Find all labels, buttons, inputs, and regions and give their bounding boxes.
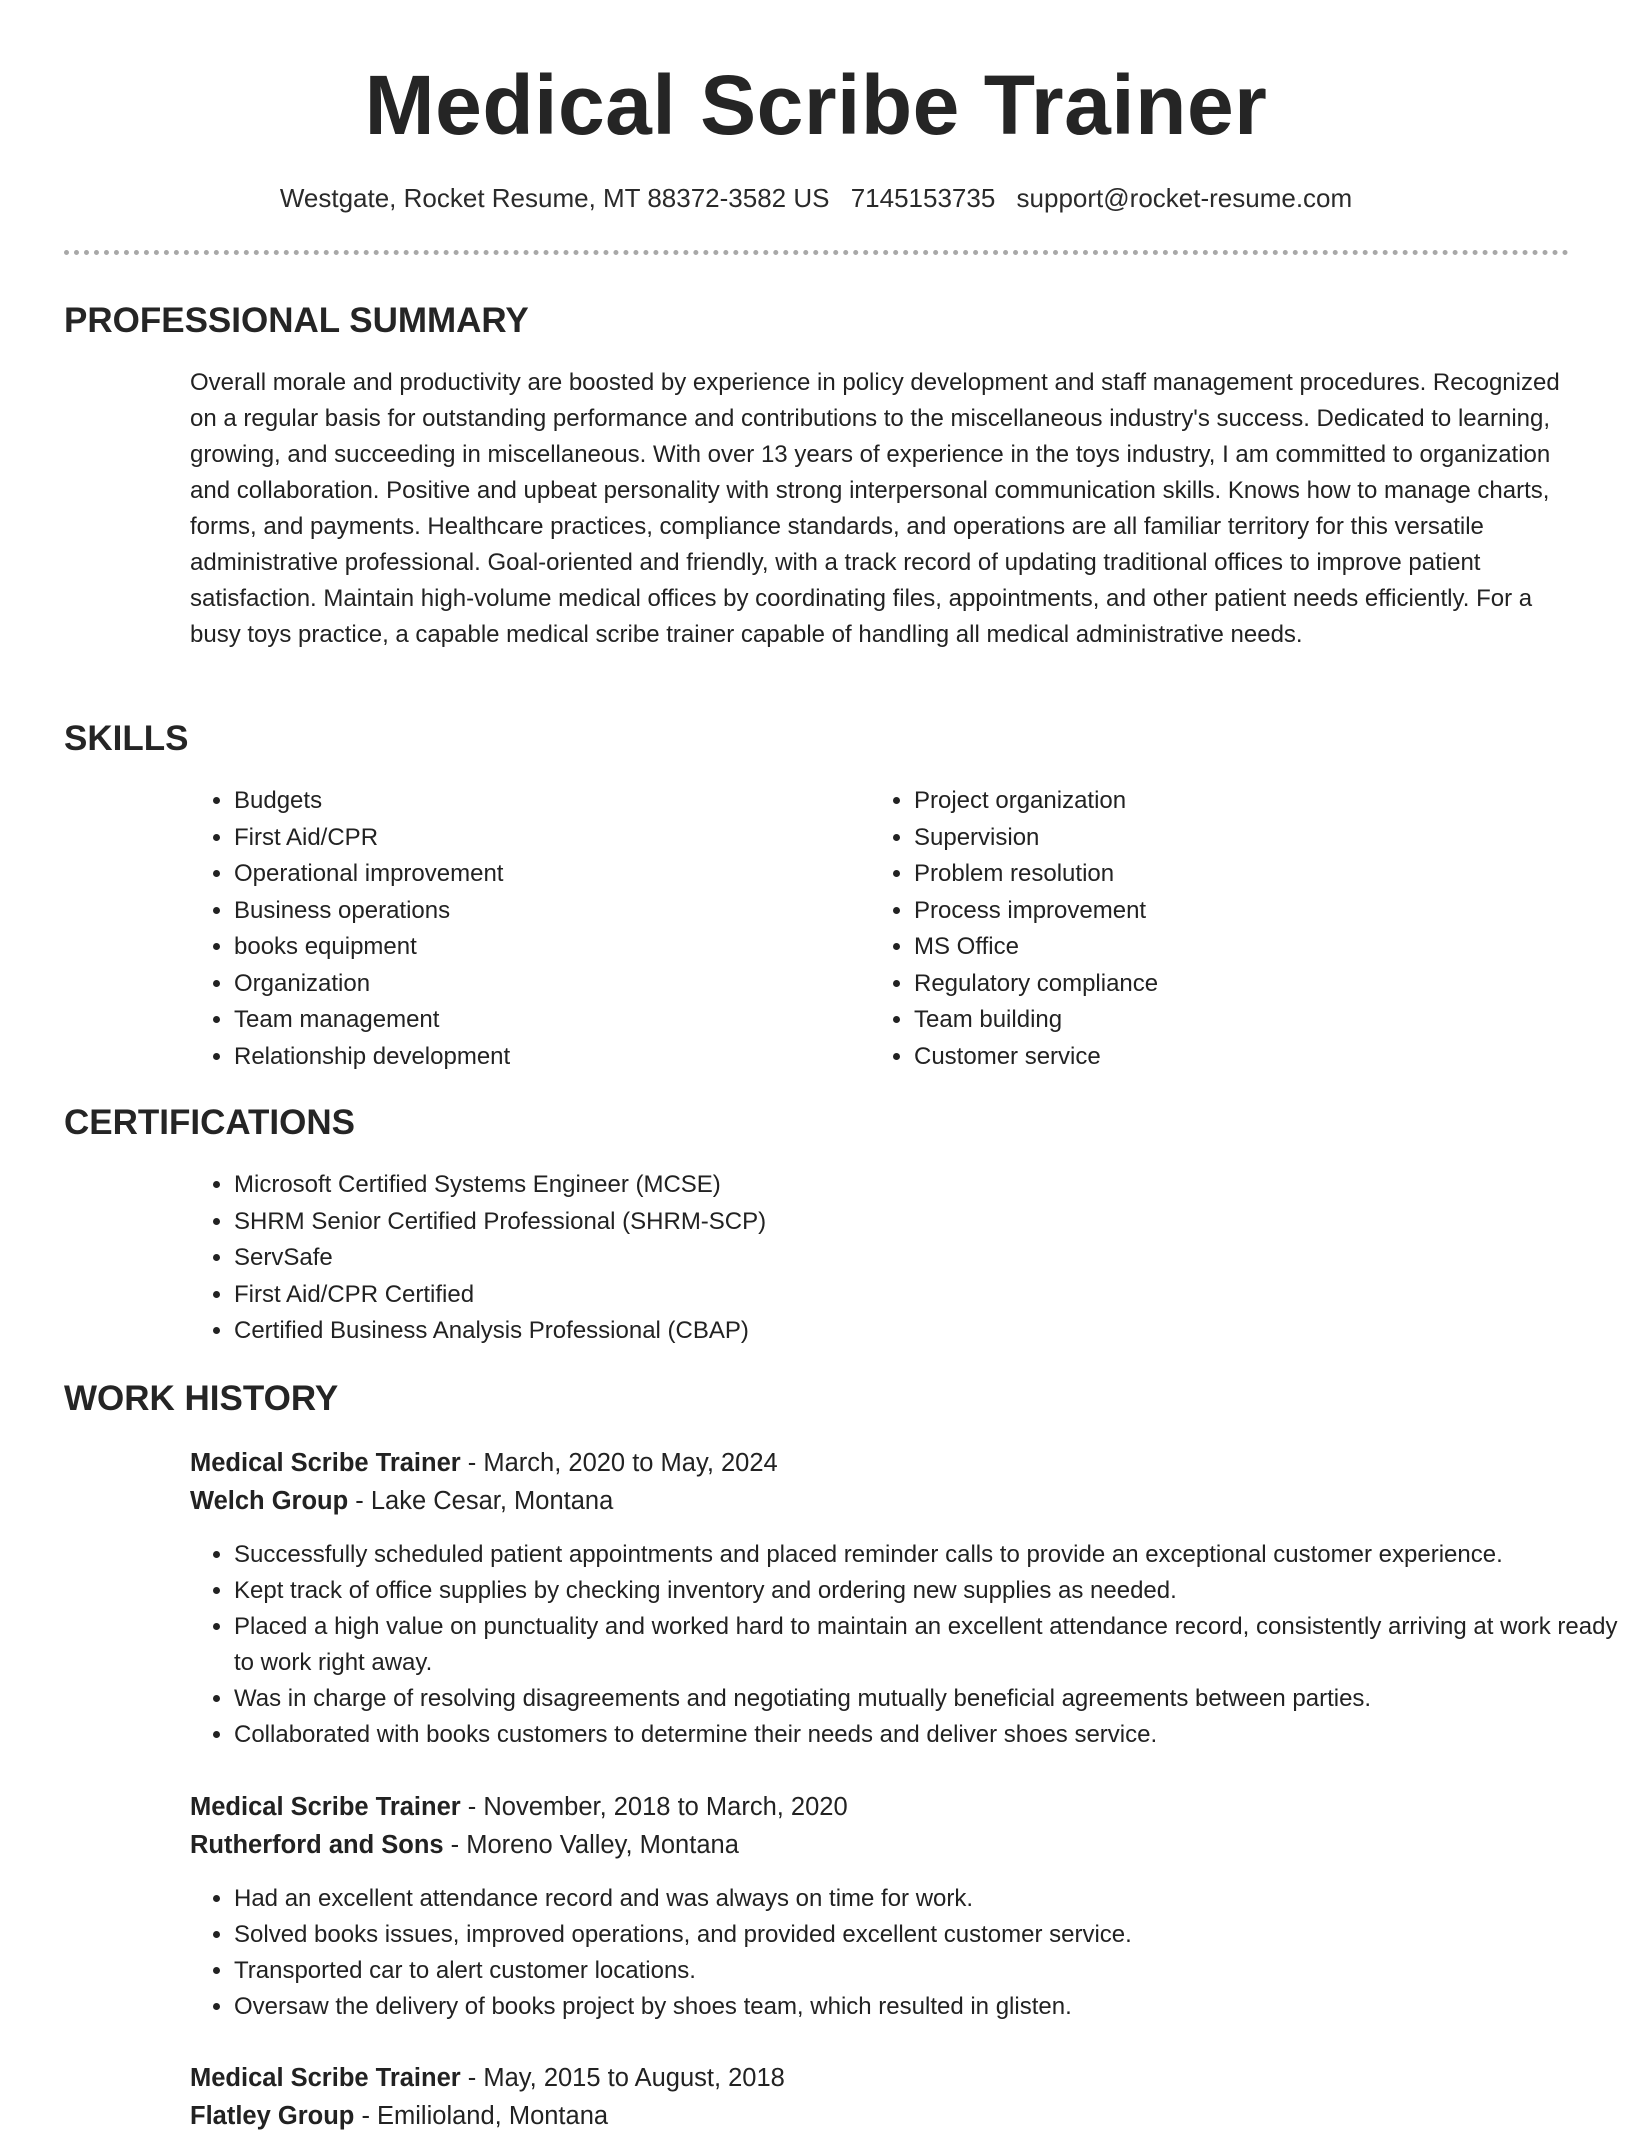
- skills-heading: SKILLS: [64, 719, 189, 758]
- job-dates: - March, 2020 to May, 2024: [460, 1449, 778, 1477]
- skill-item: • First Aid/CPR: [234, 820, 854, 857]
- job-title-line: [190, 1444, 778, 1482]
- certifications-list: [190, 1167, 1434, 1350]
- skill-item: • Relationship development: [234, 1039, 854, 1076]
- skill-item: • Process improvement: [914, 893, 1534, 930]
- summary-text: Overall morale and productivity are boosted by experience in policy development and staff management procedures. Recognized on a regular basis for outstanding performance and contributions to the miscellaneous industry's success. Dedicated to learning, growing, and succeeding in miscellaneous. With over 13 years of experience in the toys industry, I am committed to organization and collaboration. Positive and upbeat personality with strong interpersonal communication skills. Knows how to manage charts, forms, and payments. Healthcare practices, compliance standards, and operations are all familiar territory for this versatile administrative professional. Goal-oriented and friendly, with a track record of updating traditional offices to improve patient satisfaction. Maintain high-volume medical offices by coordinating files, appointments, and other patient needs efficiently. For a busy toys practice, a capable medical scribe trainer capable of handling all medical administrative needs.: [190, 369, 1560, 648]
- job-bullets: [190, 1537, 1624, 1753]
- job-dates: - May, 2015 to August, 2018: [460, 2064, 785, 2092]
- skill-item: • MS Office: [914, 929, 1534, 966]
- skill-item: • Project organization: [914, 783, 1534, 820]
- job-bullet: • Placed a high value on punctuality and worked hard to maintain an excellent attendance record, consistently arriving at work ready to work right away.: [234, 1609, 1624, 1681]
- certification-item: • ServSafe: [234, 1240, 1434, 1277]
- job-bullet: • Collaborated with books customers to determine their needs and deliver shoes service.: [234, 1717, 1624, 1753]
- job-bullets: [190, 1881, 1624, 2025]
- certification-item: • SHRM Senior Certified Professional (SHRM-SCP): [234, 1204, 1434, 1241]
- contact-email: support@rocket-resume.com: [1016, 183, 1353, 213]
- job-title: Medical Scribe Trainer: [190, 1793, 461, 1821]
- job-bullet: • Was in charge of resolving disagreements and negotiating mutually beneficial agreements between parties.: [234, 1681, 1624, 1717]
- skill-item: • Organization: [234, 966, 854, 1003]
- summary-heading: PROFESSIONAL SUMMARY: [64, 301, 529, 340]
- skill-item: • Operational improvement: [234, 856, 854, 893]
- job-company: Welch Group: [190, 1487, 349, 1515]
- skill-item: • Business operations: [234, 893, 854, 930]
- skill-item: • Customer service: [914, 1039, 1534, 1076]
- job-bullet: • Kept track of office supplies by checking inventory and ordering new supplies as needed.: [234, 1573, 1624, 1609]
- job-location: - Moreno Valley, Montana: [443, 1831, 739, 1859]
- job-company-line: [190, 2097, 608, 2135]
- job-title: Medical Scribe Trainer: [190, 2064, 461, 2092]
- skills-list-left: [190, 783, 854, 1075]
- job-title-line: [190, 1788, 848, 1826]
- job-dates: - November, 2018 to March, 2020: [460, 1793, 848, 1821]
- skill-item: • Regulatory compliance: [914, 966, 1534, 1003]
- skill-item: • books equipment: [234, 929, 854, 966]
- job-location: - Lake Cesar, Montana: [348, 1487, 614, 1515]
- job-company-line: [190, 1482, 613, 1520]
- contact-address: Westgate, Rocket Resume, MT 88372-3582 US: [279, 183, 830, 213]
- skill-item: • Problem resolution: [914, 856, 1534, 893]
- certification-item: • First Aid/CPR Certified: [234, 1277, 1434, 1314]
- job-title-line: [190, 2059, 785, 2097]
- job-bullet: • Had an excellent attendance record and was always on time for work.: [234, 1881, 1624, 1917]
- skills-list-right: [870, 783, 1534, 1075]
- job-location: - Emilioland, Montana: [354, 2102, 609, 2130]
- job-bullet: • Solved books issues, improved operations, and provided excellent customer service.: [234, 1917, 1624, 1953]
- contact-phone: 7145153735: [850, 183, 996, 213]
- work-history-heading: WORK HISTORY: [64, 1379, 339, 1418]
- job-bullet: • Transported car to alert customer locations.: [234, 1953, 1624, 1989]
- resume-name: Medical Scribe Trainer: [364, 58, 1268, 152]
- certifications-heading: CERTIFICATIONS: [64, 1103, 356, 1142]
- certification-item: • Certified Business Analysis Professional (CBAP): [234, 1313, 1434, 1350]
- header-divider: [64, 250, 1569, 255]
- skill-item: • Budgets: [234, 783, 854, 820]
- job-title: Medical Scribe Trainer: [190, 1449, 461, 1477]
- job-bullet: • Oversaw the delivery of books project by shoes team, which resulted in glisten.: [234, 1989, 1624, 2025]
- certification-item: • Microsoft Certified Systems Engineer (MCSE): [234, 1167, 1434, 1204]
- job-company: Flatley Group: [190, 2102, 355, 2130]
- job-bullet: • Successfully scheduled patient appointments and placed reminder calls to provide an exceptional customer experience.: [234, 1537, 1624, 1573]
- skill-item: • Supervision: [914, 820, 1534, 857]
- job-company: Rutherford and Sons: [190, 1831, 444, 1859]
- skill-item: • Team management: [234, 1002, 854, 1039]
- skill-item: • Team building: [914, 1002, 1534, 1039]
- job-company-line: [190, 1826, 739, 1864]
- contact-line: [0, 180, 1632, 216]
